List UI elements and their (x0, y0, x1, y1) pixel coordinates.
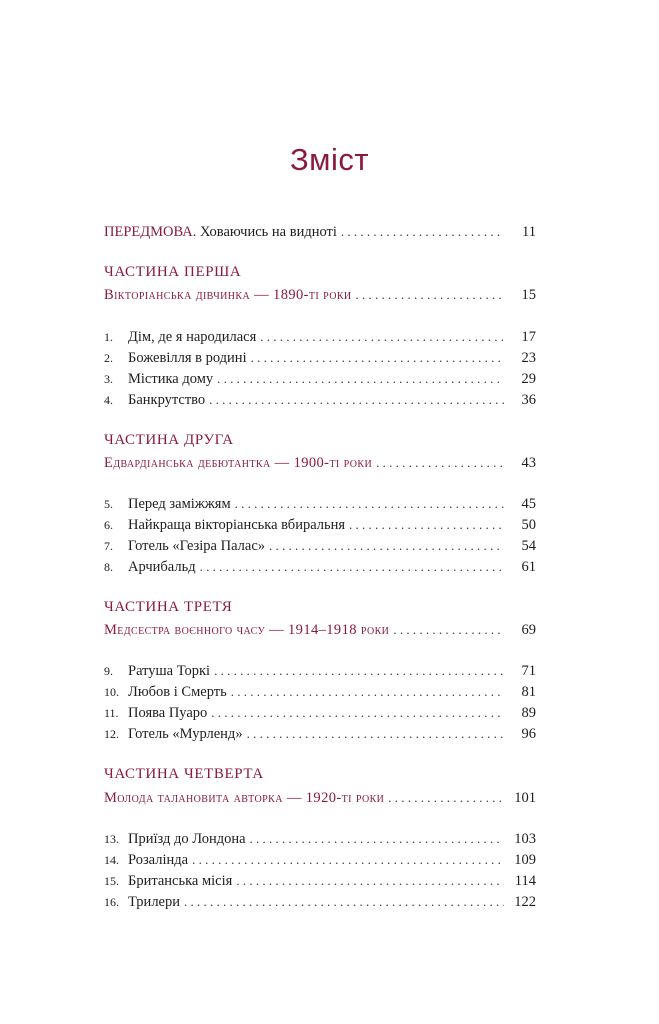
chapter-title: Містика дому (128, 371, 214, 387)
toc-chapter[interactable] (104, 662, 536, 680)
page-number: 43 (521, 455, 536, 471)
dot-leader (231, 683, 504, 701)
dot-leader (192, 851, 504, 869)
toc-chapter[interactable] (104, 558, 536, 576)
toc-preface[interactable] (104, 223, 536, 241)
part-label: ЧАСТИНА ЧЕТВЕРТА (104, 766, 264, 782)
chapter-title: Поява Пуаро (128, 705, 208, 721)
part-label: ЧАСТИНА ДРУГА (104, 432, 234, 448)
dot-leader (251, 349, 504, 367)
toc-chapter[interactable] (104, 725, 536, 743)
page-number: 45 (521, 496, 536, 512)
page-number: 101 (514, 790, 536, 806)
dot-leader (236, 872, 504, 890)
toc-chapter[interactable] (104, 872, 536, 890)
preface-title: Ховаючись на видноті (200, 224, 337, 240)
page-number: 61 (521, 559, 536, 575)
chapter-title: Британська місія (128, 873, 233, 889)
dot-leader (184, 893, 504, 911)
page-title: Зміст (289, 142, 370, 177)
dot-leader (356, 286, 504, 304)
toc-part-subtitle[interactable] (104, 286, 536, 304)
toc-chapter[interactable] (104, 537, 536, 555)
dot-leader (349, 516, 504, 534)
chapter-title: Божевілля в родині (128, 350, 247, 366)
preface-label: ПЕРЕДМОВА. (104, 224, 197, 240)
page-number: 122 (514, 894, 536, 910)
page-number: 89 (521, 705, 536, 721)
toc-chapter[interactable] (104, 516, 536, 534)
chapter-number: 5. (104, 497, 113, 511)
chapter-title: Готель «Гезіра Палас» (128, 538, 266, 554)
chapter-title: Банкрутство (128, 392, 206, 408)
dot-leader (200, 558, 504, 576)
toc-part-subtitle[interactable] (104, 789, 536, 807)
dot-leader (250, 830, 504, 848)
toc-chapter[interactable] (104, 851, 536, 869)
chapter-number: 8. (104, 560, 113, 574)
chapter-title: Розалінда (128, 852, 189, 868)
chapter-title: Найкраща вікторіанська вбиральня (128, 517, 346, 533)
toc-chapter[interactable] (104, 391, 536, 409)
toc-chapter[interactable] (104, 349, 536, 367)
page-number: 114 (514, 873, 536, 889)
page-number: 11 (522, 224, 536, 240)
page-number: 54 (521, 538, 536, 554)
chapter-title: Любов і Смерть (128, 684, 227, 700)
chapter-number: 2. (104, 351, 113, 365)
chapter-number: 7. (104, 539, 113, 553)
chapter-title: Приїзд до Лондона (128, 831, 246, 847)
page-number: 103 (514, 831, 536, 847)
dot-leader (235, 495, 504, 513)
toc-chapter[interactable] (104, 370, 536, 388)
chapter-title: Готель «Мурленд» (128, 726, 243, 742)
dot-leader (376, 454, 504, 472)
chapter-number: 9. (104, 664, 113, 678)
page-number: 17 (521, 329, 536, 345)
chapter-title: Трилери (128, 894, 180, 910)
part-subtitle: Едвардіанська дебютантка — 1900-ті роки (104, 455, 373, 471)
chapter-number: 10. (104, 685, 119, 699)
dot-leader (388, 789, 504, 807)
chapter-title: Арчибальд (128, 559, 196, 575)
page-number: 96 (521, 726, 536, 742)
chapter-title: Дім, де я народилася (128, 329, 257, 345)
page-number: 23 (521, 350, 536, 366)
page-number: 109 (514, 852, 536, 868)
part-label: ЧАСТИНА ПЕРША (104, 264, 242, 280)
chapter-number: 15. (104, 874, 119, 888)
toc-chapter[interactable] (104, 893, 536, 911)
chapter-number: 6. (104, 518, 113, 532)
toc-chapter[interactable] (104, 704, 536, 722)
dot-leader (211, 704, 504, 722)
dot-leader (260, 328, 504, 346)
toc-chapter[interactable] (104, 683, 536, 701)
page-number: 36 (521, 392, 536, 408)
dot-leader (393, 621, 504, 639)
dot-leader (341, 223, 504, 241)
page-number: 29 (521, 371, 536, 387)
chapter-number: 12. (104, 727, 119, 741)
chapter-title: Ратуша Торкі (128, 663, 211, 679)
page-number: 15 (521, 287, 536, 303)
dot-leader (247, 725, 504, 743)
dot-leader (209, 391, 504, 409)
part-label: ЧАСТИНА ТРЕТЯ (104, 599, 233, 615)
toc-part-subtitle[interactable] (104, 621, 536, 639)
chapter-number: 11. (104, 706, 119, 720)
dot-leader (269, 537, 504, 555)
dot-leader (214, 662, 504, 680)
part-subtitle: Вікторіанська дівчинка — 1890-ті роки (104, 287, 352, 303)
chapter-title: Перед заміжжям (128, 496, 231, 512)
toc-chapter[interactable] (104, 830, 536, 848)
toc-part-subtitle[interactable] (104, 454, 536, 472)
toc-chapter[interactable] (104, 328, 536, 346)
chapter-number: 13. (104, 832, 119, 846)
chapter-number: 16. (104, 895, 119, 909)
chapter-number: 1. (104, 330, 113, 344)
toc-chapter[interactable] (104, 495, 536, 513)
page-number: 81 (521, 684, 536, 700)
part-subtitle: Молода талановита авторка — 1920-ті роки (104, 790, 385, 806)
dot-leader (217, 370, 504, 388)
chapter-number: 4. (104, 393, 113, 407)
part-subtitle: Медсестра воєнного часу — 1914–1918 роки (104, 622, 390, 638)
page-number: 50 (521, 517, 536, 533)
chapter-number: 3. (104, 372, 113, 386)
page-number: 69 (521, 622, 536, 638)
page-number: 71 (521, 663, 536, 679)
chapter-number: 14. (104, 853, 119, 867)
